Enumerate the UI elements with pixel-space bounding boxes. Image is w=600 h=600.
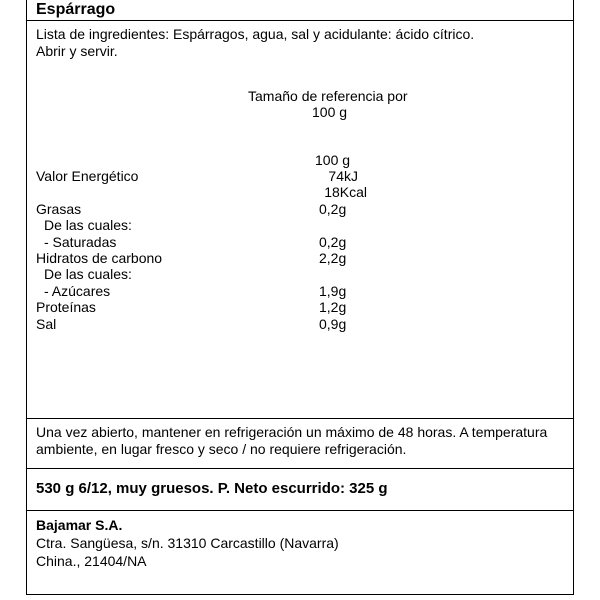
divider-company	[26, 510, 574, 511]
nutrition-header-line2: 100 g	[312, 104, 348, 120]
instructions-text: Abrir y servir.	[36, 43, 118, 59]
divider-title	[26, 20, 574, 21]
nutrition-row-label: Hidratos de carbono	[36, 250, 163, 266]
divider-net-weight	[26, 468, 574, 469]
origin-code: China., 21404/NA	[36, 553, 147, 569]
nutrition-row-value: 1,9g	[319, 283, 347, 299]
nutrition-row-label: De las cuales:	[44, 266, 132, 282]
storage-text-line2: ambiente, en lugar fresco y seco / no requiere refrigeración.	[36, 441, 407, 457]
company-name: Bajamar S.A.	[36, 517, 123, 533]
nutrition-header-line1: Tamaño de referencia por	[248, 88, 408, 104]
nutrition-row-label: Sal	[36, 316, 57, 332]
nutrition-row-label: Valor Energético	[36, 168, 139, 184]
nutrition-column-header: 100 g	[315, 152, 351, 168]
product-title: Espárrago	[36, 1, 116, 18]
nutrition-row-value: 1,2g	[319, 299, 347, 315]
divider-storage	[26, 418, 574, 419]
nutrition-row-value: 18Kcal	[324, 184, 367, 200]
nutrition-row-label: Grasas	[36, 201, 82, 217]
nutrition-row-value: 0,2g	[319, 201, 347, 217]
nutrition-row-value: 0,9g	[319, 316, 347, 332]
nutrition-row-value: 0,2g	[319, 234, 347, 250]
net-weight-text: 530 g 6/12, muy gruesos. P. Neto escurrido: 325 g	[36, 480, 388, 497]
nutrition-row-value: 74kJ	[328, 168, 358, 184]
company-address: Ctra. Sangüesa, s/n. 31310 Carcastillo (Navarra)	[36, 535, 339, 551]
nutrition-row-label: - Azúcares	[44, 283, 111, 299]
ingredients-text: Lista de ingredientes: Espárragos, agua, sal y acidulante: ácido cítrico.	[36, 26, 475, 42]
storage-text-line1: Una vez abierto, mantener en refrigeración un máximo de 48 horas. A temperatura	[36, 424, 548, 440]
nutrition-row-label: - Saturadas	[44, 234, 117, 250]
nutrition-row-value: 2,2g	[319, 250, 347, 266]
nutrition-row-label: Proteínas	[36, 299, 96, 315]
nutrition-row-label: De las cuales:	[44, 217, 132, 233]
